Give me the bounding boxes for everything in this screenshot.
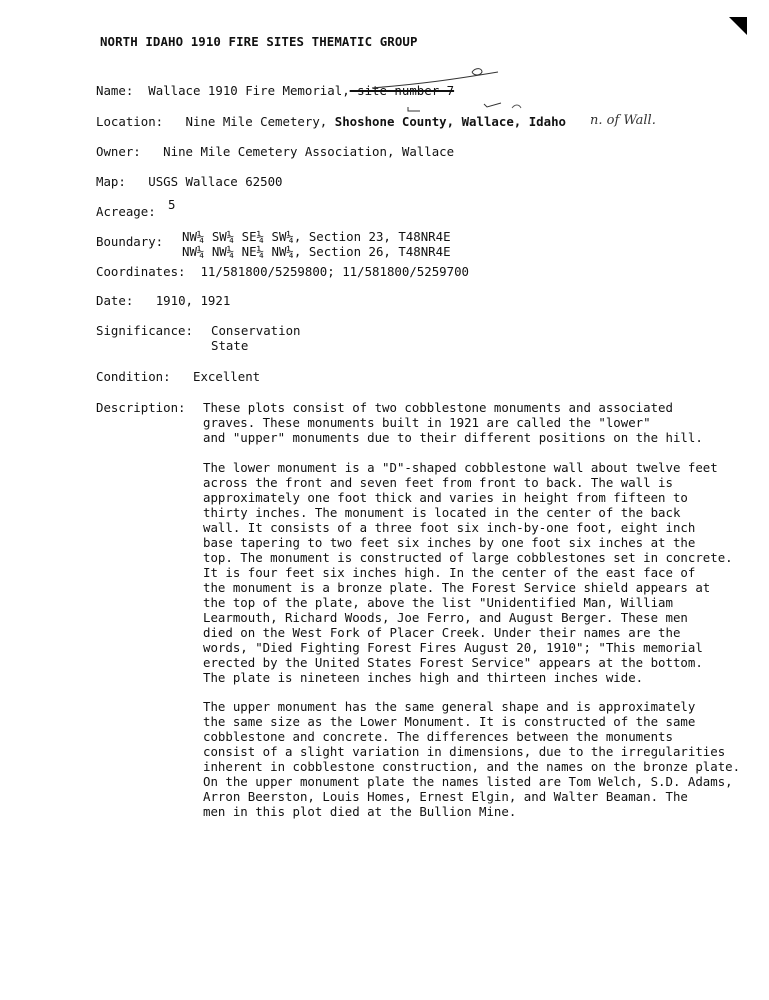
acreage-value: 5 xyxy=(168,197,176,212)
condition-row xyxy=(96,369,260,384)
pencil-check-2 xyxy=(484,103,501,107)
boundary-label: Boundary: xyxy=(96,234,164,249)
condition-value: Excellent xyxy=(193,369,261,384)
location-value-cemetery: Nine Mile Cemetery, xyxy=(185,114,328,129)
map-label: Map: xyxy=(96,174,126,189)
boundary-line-1: NW¼ SW¼ SE¼ SW¼, Section 23, T48NR4E xyxy=(182,229,451,244)
boundary-row xyxy=(96,234,163,249)
pencil-squiggle xyxy=(512,105,521,108)
boundary-values xyxy=(182,229,451,259)
name-row xyxy=(96,83,454,98)
date-label: Date: xyxy=(96,293,134,308)
name-value: Wallace 1910 Fire Memorial, xyxy=(148,83,350,98)
corner-triangle-mark xyxy=(729,17,747,35)
description-paragraph-2: The lower monument is a "D"-shaped cobblestone wall about twelve feet across the front and seven feet from front to back. The wall is approximately one foot thick and varies in height from fifteen to thirty inches. The monument is located in the center of the back wall. It consists of a three foot six inch-by-one foot, eight inch base tapering to two feet six inches by one foot six inches at the top. The monument is constructed of large cobblestones set in concrete. It is four feet six inches high. In the center of the east face of the monument is a bronze plate. The Forest Service shield appears at the top of the plate, above the list "Unidentified Man, William Learmouth, Richard Woods, Joe Ferro, and August Berger. These men died on the West Fork of Placer Creek. Under their names are the words, "Died Fighting Forest Fires August 20, 1910"; "This memorial erected by the United States Forest Service" appears at the bottom. The plate is nineteen inches high and thirteen inches wide. xyxy=(203,460,733,685)
owner-row xyxy=(96,144,454,159)
date-value: 1910, 1921 xyxy=(155,293,231,308)
description-paragraph-3: The upper monument has the same general shape and is approximately the same size as the Lower Monument. It is constructed of the same cobblestone and concrete. The differences between the monuments consist of a slight variation in dimensions, due to the irregularities inherent in cobblestone construction, and the names on the bronze plate. On the upper monument plate the names listed are Tom Welch, S.D. Adams, Arron Beerston, Louis Homes, Ernest Elgin, and Walter Beaman. The men in this plot died at the Bullion Mine. xyxy=(203,699,741,819)
coordinates-value: 11/581800/5259800; 11/581800/5259700 xyxy=(200,264,470,279)
owner-value: Nine Mile Cemetery Association, Wallace xyxy=(163,144,455,159)
coordinates-label: Coordinates: xyxy=(96,264,186,279)
name-label: Name: xyxy=(96,83,134,98)
name-struck-text: site number 7 xyxy=(349,83,455,98)
description-body xyxy=(203,400,763,445)
owner-label: Owner: xyxy=(96,144,141,159)
significance-line-2: State xyxy=(211,338,249,353)
description-body-2 xyxy=(203,460,763,685)
description-body-3 xyxy=(203,699,763,819)
location-value-state: Idaho xyxy=(528,114,567,129)
pencil-check-1 xyxy=(408,107,420,111)
handwritten-location-note: n. of Wall. xyxy=(590,113,656,128)
map-value: USGS Wallace 62500 xyxy=(148,174,283,189)
significance-label: Significance: xyxy=(96,323,193,338)
location-label: Location: xyxy=(96,114,164,129)
document-header: NORTH IDAHO 1910 FIRE SITES THEMATIC GROUP xyxy=(100,34,418,49)
pencil-loop xyxy=(472,69,482,75)
description-paragraph-1: These plots consist of two cobblestone monuments and associated graves. These monuments built in 1921 are called the "lower" and "upper" monuments due to their different positions on the hill. xyxy=(203,400,703,445)
acreage-row xyxy=(96,204,156,219)
boundary-line-2: NW¼ NW¼ NE¼ NW¼, Section 26, T48NR4E xyxy=(182,244,451,259)
significance-row xyxy=(96,323,193,338)
significance-values xyxy=(211,323,301,353)
significance-line-1: Conservation xyxy=(211,323,301,338)
acreage-label: Acreage: xyxy=(96,204,156,219)
location-value-county: Shoshone County, Wallace, xyxy=(334,114,522,129)
condition-label: Condition: xyxy=(96,369,171,384)
map-row xyxy=(96,174,283,189)
description-label: Description: xyxy=(96,400,186,415)
date-row xyxy=(96,293,230,308)
coordinates-row xyxy=(96,264,469,279)
location-row xyxy=(96,114,566,129)
